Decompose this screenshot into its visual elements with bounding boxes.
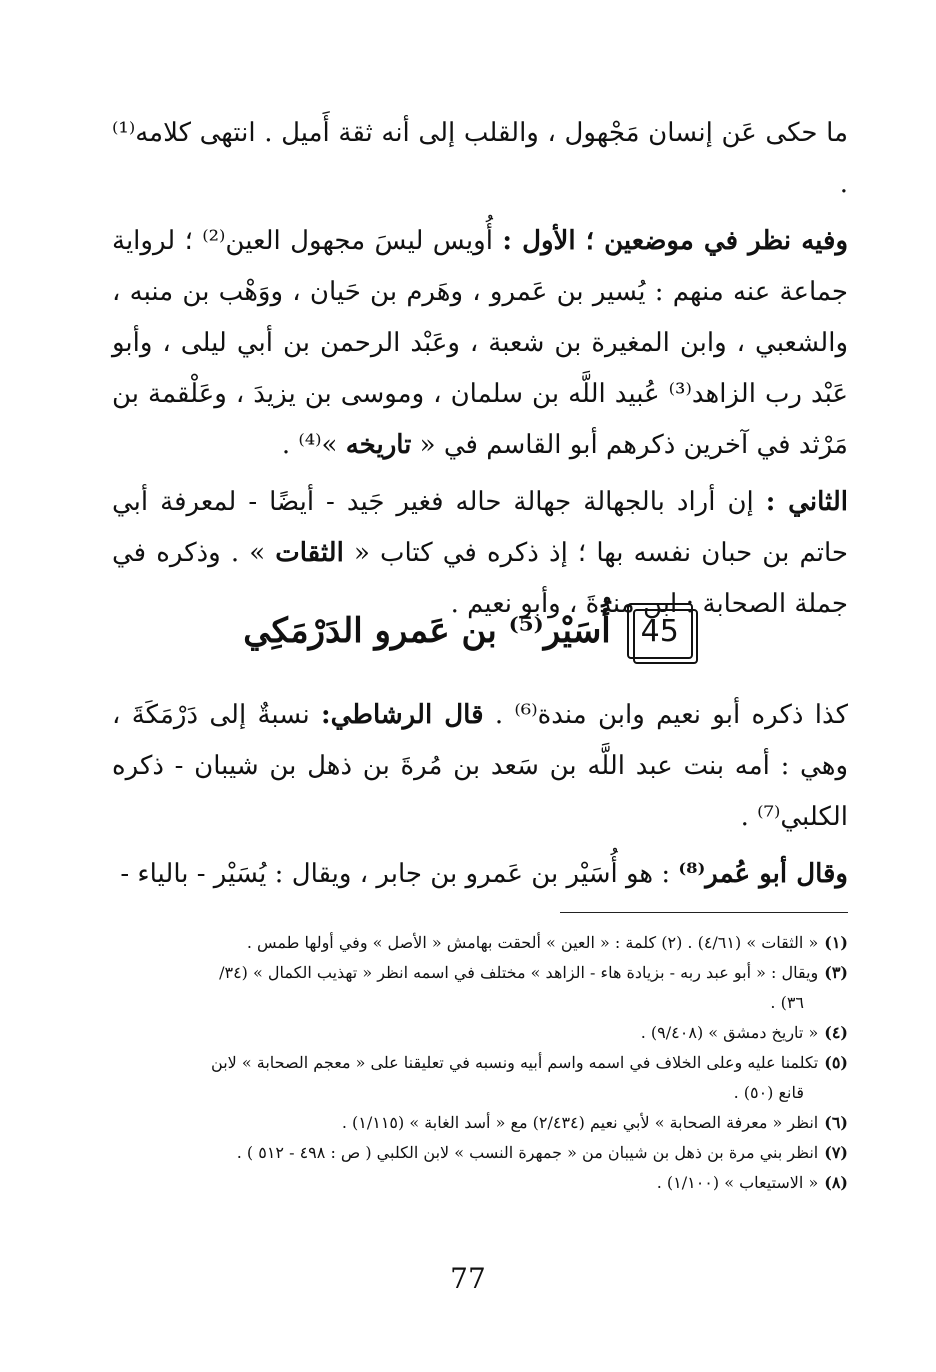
entry-heading: [0, 592, 936, 670]
paragraph-text: أُويس ليسَ مجهول العين⁽²⁾ ؛ لرواية جماعة عنه منهم : يُسير بن عَمرو ، وهَرم بن حَيان ، ووَهْب بن منبه ، والشعبي ، وابن المغيرة بن شعبة ، وعَبْد الرحمن بن أبي ليلى ، وأبو عَبْد رب الزاهد⁽³⁾ عُبيد اللَّه بن سلمان ، وموسى بن يزيدَ ، وعَلْقمة بن مَرْثد في آخرين ذكرهم أبو القاسم في «: [112, 226, 848, 460]
main-text-upper: [112, 108, 848, 636]
footnote: [112, 928, 848, 958]
paragraph-2: [112, 216, 848, 471]
paragraph-5: [112, 849, 848, 900]
main-text-lower: [112, 690, 848, 906]
bold-lead: الثاني :: [765, 487, 848, 517]
bold-lead: وفيه نظر في موضعين ؛ الأول :: [502, 226, 848, 256]
paragraph-1: ما حكى عَن إنسان مَجْهول ، والقلب إلى أنه ثقة أَميل . انتهى كلامه⁽¹⁾ .: [112, 118, 848, 199]
footnote-text: انظر بني مرة بن ذهل بن شيبان من « جمهرة النسب » لابن الكلبي ( ص : ٤٩٨ - ٥١٢ ) .: [236, 1143, 819, 1162]
book-title: الثقات: [275, 538, 344, 568]
footnote: [112, 1168, 848, 1198]
footnotes: [112, 928, 848, 1198]
bold-lead: قال الرشاطي:: [321, 700, 484, 730]
entry-title: أُسَيْر⁽⁵⁾ بن عَمرو الدَرْمَكِي: [243, 611, 611, 651]
footnote-number: (٣): [824, 963, 848, 982]
footnote-number: (٦): [824, 1113, 848, 1132]
paragraph-tail: نسبةٌ إلى دَرْمَكَةَ ، وهي : أمه بنت عبد اللَّه بن سَعد بن مُرةَ بن ذهل بن شيبان - ذكره الكلبي⁽⁷⁾ .: [112, 700, 848, 832]
footnote-divider: [560, 912, 848, 913]
paragraph-4: [112, 690, 848, 843]
paragraph-tail: » . وذكره في جملة الصحابة : ابن مندةَ ، وأبو نعيم .: [112, 538, 848, 619]
bold-lead: وقال أبو عُمر⁽⁸⁾: [678, 859, 848, 889]
entry-number-box: [627, 603, 693, 659]
footnote: [112, 1108, 848, 1138]
paragraph-text: إن أراد بالجهالة جهالة حاله فغير جَيد - أيضًا - لمعرفة أبي حاتم بن حبان نفسه بها ؛ إذ ذكره في كتاب «: [112, 487, 848, 568]
book-title: تاريخه: [345, 430, 412, 460]
footnote-number: (١): [824, 933, 848, 952]
footnote-number: (٧): [824, 1143, 848, 1162]
paragraph-tail: »⁽⁴⁾ .: [281, 430, 346, 460]
footnote-text: « الثقات » (٤/٦١) . (٢) كلمة : « العين » ألحقت بهامش « الأصل » وفي أولها طمس .: [246, 933, 819, 952]
page-number: 77: [450, 1262, 486, 1295]
footnote-continuation: ٣٦) .: [770, 993, 804, 1012]
footnote: [112, 1018, 848, 1048]
paragraph-text: كذا ذكره أبو نعيم وابن مندة⁽⁶⁾ .: [483, 700, 848, 730]
footnote-continuation: قانع (٥٠) .: [733, 1083, 804, 1102]
footnote-number: (٤): [824, 1023, 848, 1042]
entry-number: 45: [640, 613, 679, 649]
footnote-text: « تاريخ دمشق » (٩/٤٠٨) .: [640, 1023, 819, 1042]
footnote: [112, 1048, 848, 1078]
footnote: [112, 958, 848, 988]
footnote-number: (٨): [824, 1173, 848, 1192]
footnote-number: (٥): [824, 1053, 848, 1072]
footnote: [112, 1138, 848, 1168]
footnote-text: انظر « معرفة الصحابة » لأبي نعيم (٢/٤٣٤) مع « أسد الغابة » (١/١١٥) .: [341, 1113, 819, 1132]
footnote-text: « الاستيعاب » (١/١٠٠) .: [656, 1173, 819, 1192]
footnote-text: تكلمنا عليه وعلى الخلاف في اسمه واسم أبيه ونسبه في تعليقنا على « معجم الصحابة » لابن: [211, 1053, 819, 1072]
footnote-text: ويقال : « أبو عبد ربه - بزيادة هاء - الزاهد » مختلف في اسمه انظر « تهذيب الكمال » (٣٤/: [219, 963, 819, 982]
paragraph-tail: : هو أُسَيْر بن عَمرو بن جابر ، ويقال : يُسَيْر - بالياء -: [120, 859, 679, 889]
